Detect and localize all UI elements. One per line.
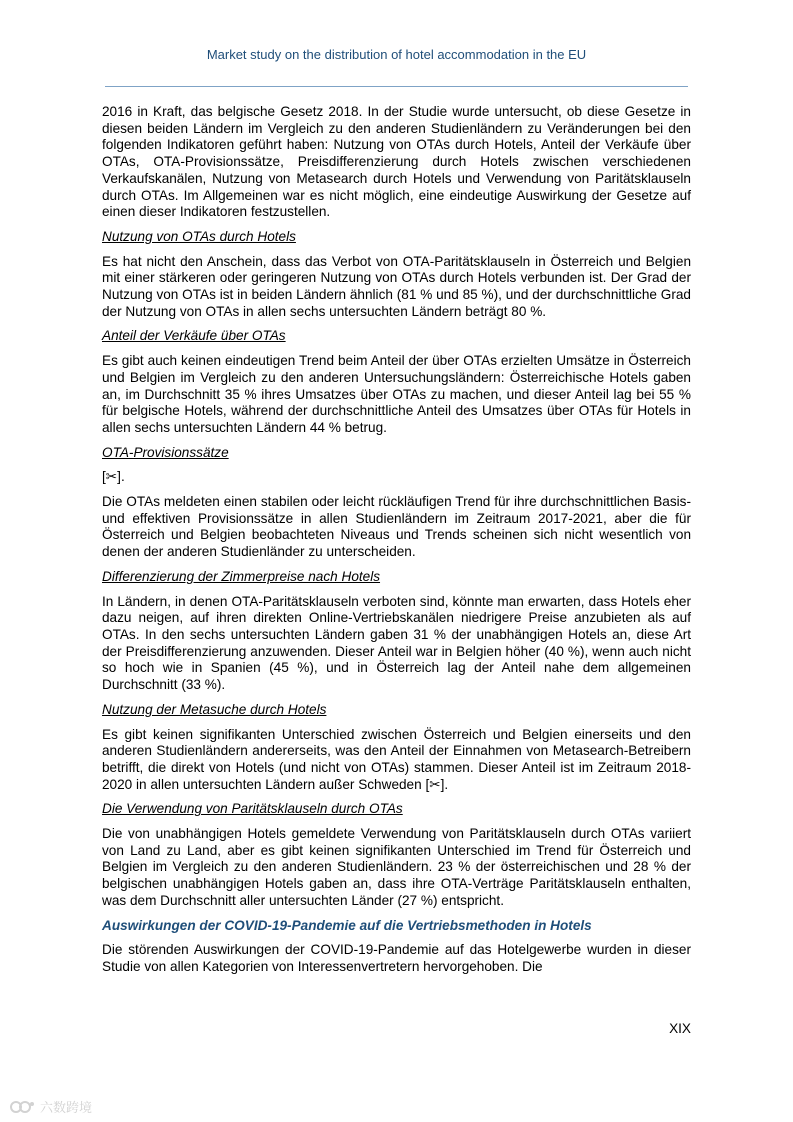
watermark-text: 六数跨境 <box>40 1100 93 1115</box>
section-heading-covid: Auswirkungen der COVID-19-Pandemie auf die Vertriebsmethoden in Hotels <box>102 917 592 933</box>
paragraph-parity-clauses: Die von unabhängigen Hotels gemeldete Verwendung von Paritätsklauseln durch OTAs variiert von Land zu Land, aber es gibt keinen signifikanten Unterschied im Trend für Österreich und Belgien im Vergleich zu den anderen Studienländern. 23 % der österreichischen und 28 % der belgischen unabhängigen Hotels gaben an, dass ihre OTA-Verträge Paritätsklauseln enthalten, was dem Durchschnitt aller untersuchten Länder (27 %) entspricht. <box>102 826 691 908</box>
watermark <box>10 1097 92 1116</box>
subheading-sales-share: Anteil der Verkäufe über OTAs <box>102 328 286 344</box>
page-number: XIX <box>669 1021 691 1036</box>
paragraph-covid: Die störenden Auswirkungen der COVID-19-Pandemie auf das Hotelgewerbe wurden in dieser Studie von allen Kategorien von Interessenvertretern hervorgehoben. Die <box>102 942 691 974</box>
paragraph-intro: 2016 in Kraft, das belgische Gesetz 2018. In der Studie wurde untersucht, ob diese Gesetze in diesen beiden Ländern im Vergleich zu den anderen Studienländern zu Veränderungen bei den folgenden Indikatoren geführt haben: Nutzung von OTAs durch Hotels, Anteil der Verkäufe über OTAs, OTA-Provisionssätze, Preisdifferenzierung durch Hotels zwischen verschiedenen Verkaufskanälen, Nutzung von Metasearch durch Hotels und Verwendung von Paritätsklauseln durch OTAs. Im Allgemeinen war es nicht möglich, eine eindeutige Auswirkung der Gesetze auf einen dieser Indikatoren festzustellen. <box>102 104 691 220</box>
paragraph-redacted: [✂]. <box>102 469 125 485</box>
subheading-price-differentiation: Differenzierung der Zimmerpreise nach Hotels <box>102 568 381 584</box>
subheading-commission-rates: OTA-Provisionssätze <box>102 444 229 460</box>
running-header: Market study on the distribution of hotel accommodation in the EU <box>206 47 587 62</box>
paragraph-commission-rates: Die OTAs meldeten einen stabilen oder leicht rückläufigen Trend für ihre durchschnittlichen Basis- und effektiven Provisionssätze in allen Studienländern im Zeitraum 2017-2021, aber die für Österreich und Belgien beobachteten Niveaus und Trends scheinen sich nicht wesentlich von denen der anderen Studienländer zu unterscheiden. <box>102 494 691 560</box>
subheading-ota-usage: Nutzung von OTAs durch Hotels <box>102 228 296 244</box>
paragraph-metasearch: Es gibt keinen signifikanten Unterschied zwischen Österreich und Belgien einerseits und den anderen Studienländern andererseits, was den Anteil der Einnahmen von Metasearch-Betreibern betrifft, die direkt von Hotels (und nicht von OTAs) stammen. Dieser Anteil ist im Zeitraum 2018-2020 in allen untersuchten Ländern außer Schweden [✂]. <box>102 726 691 792</box>
paragraph-sales-share: Es gibt auch keinen eindeutigen Trend beim Anteil der über OTAs erzielten Umsätze in Österreich und Belgien im Vergleich zu den anderen Untersuchungsländern: Österreichische Hotels gaben an, im Durchschnitt 35 % ihres Umsatzes über OTAs zu machen, und dieser Anteil lag bei 55 % für belgische Hotels, während der durchschnittliche Anteil des Umsatzes über OTAs für Hotels in allen sechs untersuchten Ländern 44 % betrug. <box>102 353 691 435</box>
watermark-logo-icon <box>10 1098 36 1116</box>
page-body <box>102 104 691 984</box>
header-rule <box>105 86 688 87</box>
subheading-metasearch: Nutzung der Metasuche durch Hotels <box>102 701 327 717</box>
subheading-parity-clauses: Die Verwendung von Paritätsklauseln durch OTAs <box>102 801 403 817</box>
paragraph-ota-usage: Es hat nicht den Anschein, dass das Verbot von OTA-Paritätsklauseln in Österreich und Belgien mit einer stärkeren oder geringeren Nutzung von OTAs durch Hotels verbunden ist. Der Grad der Nutzung von OTAs ist in beiden Ländern ähnlich (81 % und 85 %), und der durchschnittliche Grad der Nutzung von OTAs in allen sechs untersuchten Ländern beträgt 80 %. <box>102 253 691 319</box>
paragraph-price-differentiation: In Ländern, in denen OTA-Paritätsklauseln verboten sind, könnte man erwarten, dass Hotels eher dazu neigen, auf ihren direkten Online-Vertriebskanälen niedrigere Preise anzubieten als auf OTAs. In den sechs untersuchten Ländern gaben 31 % der unabhängigen Hotels an, diese Art der Preisdifferenzierung anzuwenden. Dieser Anteil war in Belgien höher (40 %), wenn auch nicht so hoch wie in Spanien (45 %), und in Österreich lag der Anteil nahe dem allgemeinen Durchschnitt (33 %). <box>102 593 691 693</box>
